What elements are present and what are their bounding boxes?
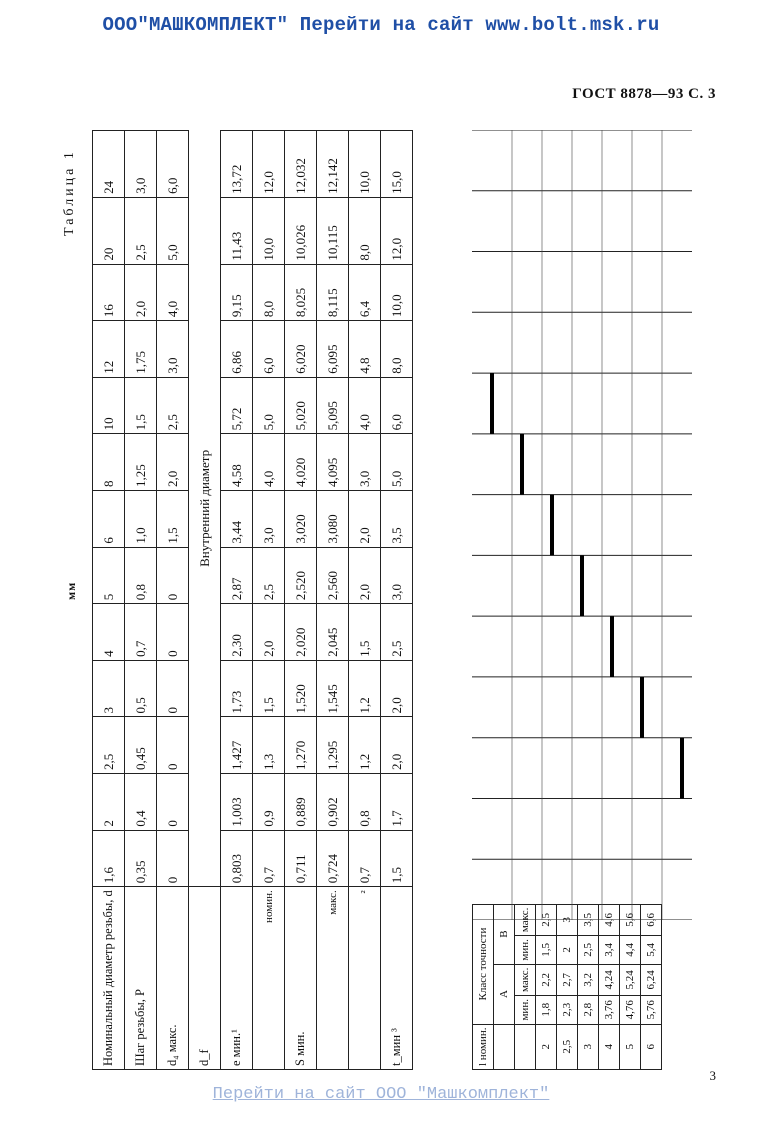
t1-value: 2,0 — [349, 491, 381, 548]
s-nom-label: номин. — [253, 887, 285, 1070]
t2-value: 1,5 — [381, 830, 413, 887]
accuracy-data-row — [578, 904, 599, 1069]
t1-value: 8,0 — [349, 197, 381, 264]
accuracy-value: 5,4 — [641, 936, 662, 964]
row-s-nom — [253, 131, 285, 1070]
accuracy-value: 1,8 — [536, 996, 557, 1024]
s-max-value: 1,295 — [317, 717, 349, 774]
accuracy-value: 6,24 — [641, 964, 662, 995]
class-a-header: A — [494, 964, 515, 1024]
d4-value: 0 — [157, 830, 189, 887]
accuracy-value: 4,24 — [599, 964, 620, 995]
e-value: 1,73 — [221, 660, 253, 717]
accuracy-data-row — [599, 904, 620, 1069]
s-min-value: 6,020 — [285, 321, 317, 378]
s-max-value: 12,142 — [317, 131, 349, 198]
accuracy-value: 1,5 — [536, 936, 557, 964]
t2-value: 5,0 — [381, 434, 413, 491]
t1-value: 1,2 — [349, 717, 381, 774]
t1-label: ² — [349, 887, 381, 1070]
accuracy-value: 6 — [641, 1024, 662, 1069]
table-caption: Таблица 1 — [62, 149, 77, 236]
s-nom-value: 10,0 — [253, 197, 285, 264]
t2-value: 2,0 — [381, 717, 413, 774]
d4-value: 0 — [157, 660, 189, 717]
d4-value: 0 — [157, 547, 189, 604]
s-max-value: 2,045 — [317, 604, 349, 661]
accuracy-data-row — [641, 904, 662, 1069]
accuracy-value: 2,7 — [557, 964, 578, 995]
nominal-value: 16 — [93, 264, 125, 321]
s-min-value: 1,270 — [285, 717, 317, 774]
nominal-value: 5 — [93, 547, 125, 604]
accuracy-value: 5,6 — [620, 904, 641, 935]
s-max-value: 5,095 — [317, 377, 349, 434]
e-label: e мин.¹ — [221, 887, 253, 1070]
bottom-site-link[interactable]: Перейти на сайт ООО "Машкомплект" — [212, 1085, 550, 1104]
accuracy-value: 2 — [536, 1024, 557, 1069]
document-reference: ГОСТ 8878—93 С. 3 — [572, 86, 716, 102]
pitch-value: 2,0 — [125, 264, 157, 321]
e-value: 0,803 — [221, 830, 253, 887]
t1-value: 0,8 — [349, 774, 381, 831]
e-value: 3,44 — [221, 491, 253, 548]
e-value: 9,15 — [221, 264, 253, 321]
s-max-label: макс. — [317, 887, 349, 1070]
e-value: 5,72 — [221, 377, 253, 434]
s-nom-value: 1,3 — [253, 717, 285, 774]
accuracy-value: 3,76 — [599, 996, 620, 1024]
nominal-label: Номинальный диаметр резьбы, d — [93, 887, 125, 1070]
pitch-value: 0,7 — [125, 604, 157, 661]
t1-value: 10,0 — [349, 131, 381, 198]
s-min-value: 1,520 — [285, 660, 317, 717]
accuracy-minmax-row — [515, 904, 536, 1069]
t2-value: 8,0 — [381, 321, 413, 378]
accuracy-class-row — [494, 904, 515, 1069]
s-min-value: 10,026 — [285, 197, 317, 264]
accuracy-value: 4,76 — [620, 996, 641, 1024]
s-max-value: 2,560 — [317, 547, 349, 604]
pitch-label: Шаг резьбы, P — [125, 887, 157, 1070]
d4-value: 3,0 — [157, 321, 189, 378]
accuracy-value: 5,24 — [620, 964, 641, 995]
minmax-header: мин. — [515, 996, 536, 1024]
s-min-value: 4,020 — [285, 434, 317, 491]
s-nom-value: 4,0 — [253, 434, 285, 491]
pitch-value: 0,45 — [125, 717, 157, 774]
units-label: мм — [64, 581, 78, 600]
d4-value: 2,0 — [157, 434, 189, 491]
minmax-header: макс. — [515, 904, 536, 935]
nominal-value: 24 — [93, 131, 125, 198]
s-max-value: 1,545 — [317, 660, 349, 717]
s-min-label: S мин. — [285, 887, 317, 1070]
t2-value: 3,5 — [381, 491, 413, 548]
minmax-header: мин. — [515, 936, 536, 964]
s-max-value: 0,902 — [317, 774, 349, 831]
accuracy-value: 2,3 — [557, 996, 578, 1024]
page-number: 3 — [709, 1068, 716, 1083]
d4-value: 2,5 — [157, 377, 189, 434]
row-t2 — [381, 131, 413, 1070]
s-nom-value: 0,7 — [253, 830, 285, 887]
t1-value: 4,8 — [349, 321, 381, 378]
accuracy-value: 5,76 — [641, 996, 662, 1024]
nominal-value: 2,5 — [93, 717, 125, 774]
accuracy-value: 4,6 — [599, 904, 620, 935]
pitch-value: 1,0 — [125, 491, 157, 548]
s-nom-value: 6,0 — [253, 321, 285, 378]
row-nominal — [93, 131, 125, 1070]
t1-value: 1,5 — [349, 604, 381, 661]
class-b-header: B — [494, 904, 515, 964]
nominal-value: 2 — [93, 774, 125, 831]
nominal-value: 8 — [93, 434, 125, 491]
accuracy-value: 3,2 — [578, 964, 599, 995]
accuracy-value: 5 — [620, 1024, 641, 1069]
row-s-min — [285, 131, 317, 1070]
accuracy-value: 4,4 — [620, 936, 641, 964]
d4-value: 1,5 — [157, 491, 189, 548]
nominal-value: 12 — [93, 321, 125, 378]
s-min-value: 0,711 — [285, 830, 317, 887]
nominal-value: 1,6 — [93, 830, 125, 887]
t1-value: 6,4 — [349, 264, 381, 321]
df-label: d_f — [189, 887, 221, 1070]
d4-value: 4,0 — [157, 264, 189, 321]
accuracy-block — [472, 130, 692, 1070]
e-value: 4,58 — [221, 434, 253, 491]
s-max-value: 6,095 — [317, 321, 349, 378]
d4-value: 6,0 — [157, 131, 189, 198]
blank-cell — [515, 1024, 536, 1069]
accuracy-value: 2,5 — [557, 1024, 578, 1069]
accuracy-data-row — [557, 904, 578, 1069]
s-min-value: 8,025 — [285, 264, 317, 321]
d4-value: 0 — [157, 604, 189, 661]
row-d4 — [157, 131, 189, 1070]
e-value: 6,86 — [221, 321, 253, 378]
l-nom-header: l номин. — [473, 1024, 494, 1069]
pitch-value: 0,8 — [125, 547, 157, 604]
t2-value: 3,0 — [381, 547, 413, 604]
t1-value: 3,0 — [349, 434, 381, 491]
accuracy-value: 2,5 — [536, 904, 557, 935]
s-nom-value: 8,0 — [253, 264, 285, 321]
accuracy-value: 3,5 — [578, 904, 599, 935]
accuracy-data-row — [536, 904, 557, 1069]
nominal-value: 10 — [93, 377, 125, 434]
accuracy-value: 3 — [557, 904, 578, 935]
row-df — [189, 131, 221, 1070]
s-max-value: 10,115 — [317, 197, 349, 264]
s-nom-value: 0,9 — [253, 774, 285, 831]
row-e — [221, 131, 253, 1070]
rotated-table-area — [62, 130, 692, 1070]
pitch-value: 1,75 — [125, 321, 157, 378]
accuracy-value: 2 — [557, 936, 578, 964]
e-value: 2,30 — [221, 604, 253, 661]
site-banner[interactable]: ООО"МАШКОМПЛЕКТ" Перейти на сайт www.bolt.msk.ru — [102, 14, 660, 36]
d4-value: 0 — [157, 774, 189, 831]
d4-value: 5,0 — [157, 197, 189, 264]
blank-cell — [494, 1024, 515, 1069]
t2-value: 6,0 — [381, 377, 413, 434]
t2-value: 1,7 — [381, 774, 413, 831]
length-chart-lines — [472, 130, 692, 920]
accuracy-value: 3 — [578, 1024, 599, 1069]
accuracy-value: 2,5 — [578, 936, 599, 964]
d4-value: 0 — [157, 717, 189, 774]
row-t1 — [349, 131, 381, 1070]
s-min-value: 2,020 — [285, 604, 317, 661]
s-nom-value: 2,0 — [253, 604, 285, 661]
pitch-value: 0,5 — [125, 660, 157, 717]
accuracy-value: 2,8 — [578, 996, 599, 1024]
s-nom-value: 5,0 — [253, 377, 285, 434]
s-nom-value: 3,0 — [253, 491, 285, 548]
pitch-value: 0,4 — [125, 774, 157, 831]
s-nom-value: 12,0 — [253, 131, 285, 198]
pitch-value: 3,0 — [125, 131, 157, 198]
e-value: 1,003 — [221, 774, 253, 831]
t2-value: 10,0 — [381, 264, 413, 321]
nominal-value: 20 — [93, 197, 125, 264]
t1-value: 2,0 — [349, 547, 381, 604]
t2-label: t_мин ³ — [381, 887, 413, 1070]
pitch-value: 0,35 — [125, 830, 157, 887]
accuracy-table — [472, 904, 662, 1070]
t1-value: 0,7 — [349, 830, 381, 887]
accuracy-value: 2,2 — [536, 964, 557, 995]
minmax-header: макс. — [515, 964, 536, 995]
s-min-value: 5,020 — [285, 377, 317, 434]
row-s-max — [317, 131, 349, 1070]
t2-value: 2,0 — [381, 660, 413, 717]
accuracy-data-row — [620, 904, 641, 1069]
s-min-value: 0,889 — [285, 774, 317, 831]
pitch-value: 2,5 — [125, 197, 157, 264]
s-max-value: 4,095 — [317, 434, 349, 491]
s-max-value: 3,080 — [317, 491, 349, 548]
t2-value: 12,0 — [381, 197, 413, 264]
d4-label: d₄ макс. — [157, 887, 189, 1070]
t2-value: 15,0 — [381, 131, 413, 198]
accuracy-value: 4 — [599, 1024, 620, 1069]
nominal-value: 3 — [93, 660, 125, 717]
s-min-value: 2,520 — [285, 547, 317, 604]
section-title: Внутренний диаметр — [189, 131, 221, 887]
nominal-value: 6 — [93, 491, 125, 548]
nominal-value: 4 — [93, 604, 125, 661]
e-value: 1,427 — [221, 717, 253, 774]
t1-value: 1,2 — [349, 660, 381, 717]
accuracy-title: Класс точности — [473, 904, 494, 1024]
s-min-value: 3,020 — [285, 491, 317, 548]
pitch-value: 1,5 — [125, 377, 157, 434]
t1-value: 4,0 — [349, 377, 381, 434]
accuracy-value: 3,4 — [599, 936, 620, 964]
s-max-value: 8,115 — [317, 264, 349, 321]
dimensions-table — [92, 130, 413, 1070]
s-nom-value: 2,5 — [253, 547, 285, 604]
accuracy-value: 6,6 — [641, 904, 662, 935]
s-max-value: 0,724 — [317, 830, 349, 887]
e-value: 13,72 — [221, 131, 253, 198]
s-min-value: 12,032 — [285, 131, 317, 198]
e-value: 11,43 — [221, 197, 253, 264]
s-nom-value: 1,5 — [253, 660, 285, 717]
pitch-value: 1,25 — [125, 434, 157, 491]
accuracy-title-row — [473, 904, 494, 1069]
row-pitch — [125, 131, 157, 1070]
e-value: 2,87 — [221, 547, 253, 604]
t2-value: 2,5 — [381, 604, 413, 661]
